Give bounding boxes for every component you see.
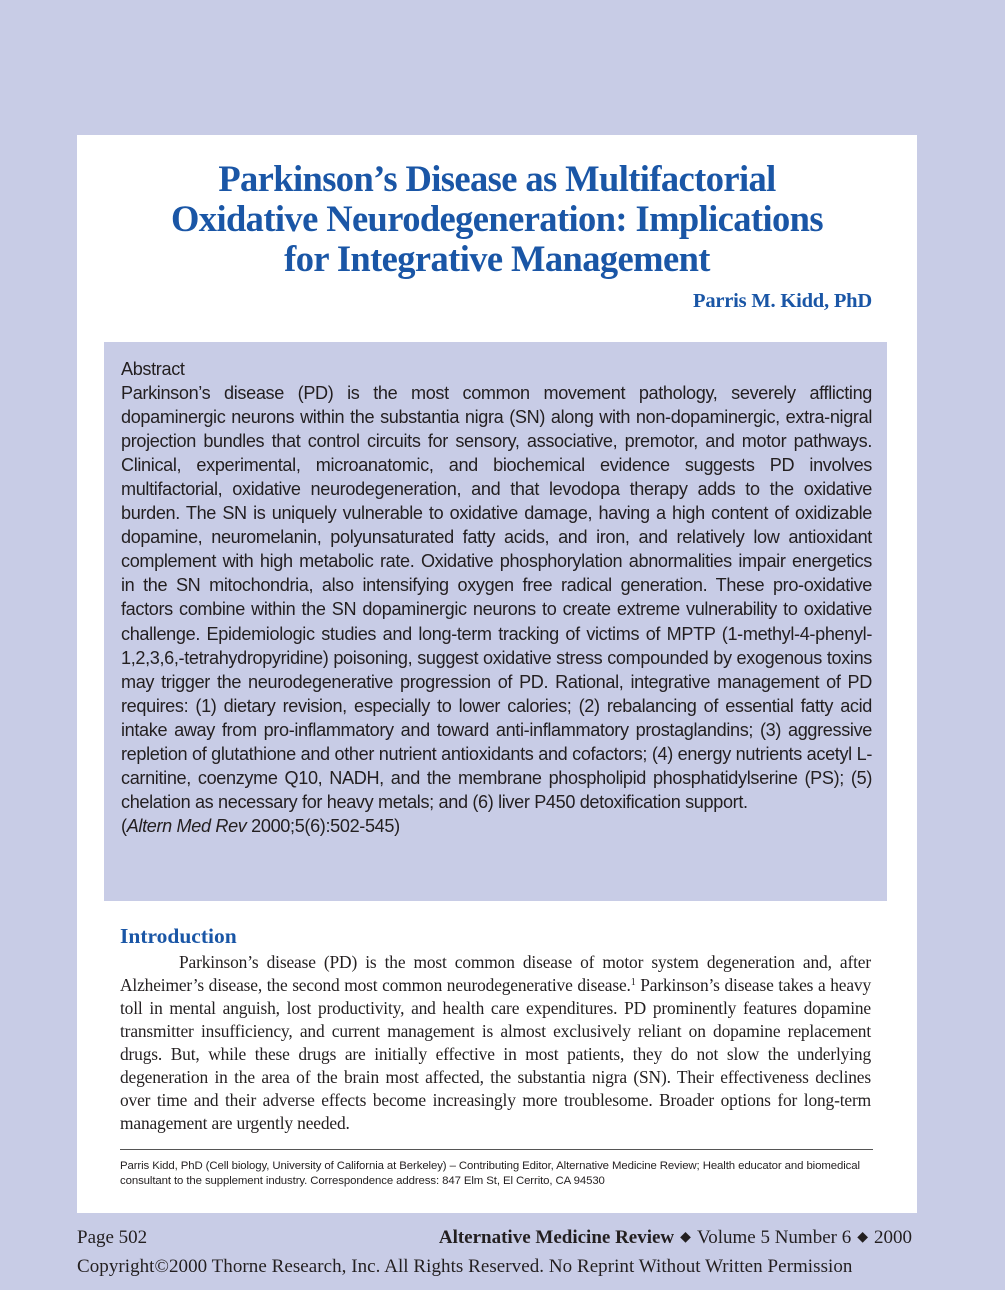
abstract-box xyxy=(104,342,887,901)
footnote-reference[interactable]: 1 xyxy=(630,977,636,989)
intro-text: Parkinson’s disease (PD) is the most common disease of motor system degeneration and, after Alzheimer’s disease, the second most common neurodegenerative disease. xyxy=(120,952,871,996)
article-title xyxy=(77,159,917,279)
journal-footer xyxy=(439,1227,912,1249)
copyright-notice: Copyright©2000 Thorne Research, Inc. All Rights Reserved. No Reprint Without Written Permission xyxy=(77,1256,853,1277)
diamond-separator-icon: ◆ xyxy=(680,1230,691,1245)
citation-open: ( xyxy=(121,815,127,836)
title-line: Oxidative Neurodegeneration: Implications xyxy=(171,198,823,239)
volume-number: Volume 5 Number 6 xyxy=(696,1227,852,1248)
title-line: Parkinson’s Disease as Multifactorial xyxy=(218,158,776,199)
introduction-heading: Introduction xyxy=(120,924,237,948)
author-footnote: Parris Kidd, PhD (Cell biology, University of California at Berkeley) – Contributing Editor, Alternative Medicine Review; Health educator and biomedical consultant to the supplement industry. Correspondence address: 847 Elm St, El Cerrito, CA 94530 xyxy=(120,1160,860,1187)
article-page xyxy=(77,135,917,1213)
abstract-heading: Abstract xyxy=(121,359,185,379)
page-number: Page 502 xyxy=(77,1227,148,1248)
footer-year: 2000 xyxy=(874,1227,912,1248)
intro-text: Parkinson’s disease takes a heavy toll in mental anguish, lost productivity, and health care expenditures. PD prominently features dopamine transmitter insufficiency, and current management is almost exclusively reliant on dopamine replacement drugs. But, while these drugs are initially effective in most patients, they do not slow the underlying degeneration in the area of the brain most affected, the substantia nigra (SN). Their effectiveness declines over time and their adverse effects become increasingly more troublesome. Broader options for long-term management are urgently needed. xyxy=(120,975,871,1134)
citation-details: 2000;5(6):502-545) xyxy=(246,815,400,836)
footnote-divider xyxy=(120,1149,873,1150)
journal-name: Alternative Medicine Review xyxy=(438,1227,675,1248)
diamond-separator-icon: ◆ xyxy=(857,1230,868,1245)
citation-journal: Altern Med Rev xyxy=(126,815,247,836)
abstract-body: Parkinson’s disease (PD) is the most common movement pathology, severely afflicting dopaminergic neurons within the substantia nigra (SN) along with non-dopaminergic, extra-nigral projection bundles that control circuits for sensory, associative, premotor, and motor pathways. Clinical, experimental, microanatomic, and biochemical evidence suggests PD involves multifactorial, oxidative neurodegeneration, and that levodopa therapy adds to the oxidative burden. The SN is uniquely vulnerable to oxidative damage, having a high content of oxidizable dopamine, neuromelanin, polyunsaturated fatty acids, and iron, and relatively low antioxidant complement with high metabolic rate. Oxidative phosphorylation abnormalities impair energetics in the SN mitochondria, also intensifying oxygen free radical generation. These pro-oxidative factors combine within the SN dopaminergic neurons to create extreme vulnerability to oxidative challenge. Epidemiologic studies and long-term tracking of victims of MPTP (1-methyl-4-phenyl-1,2,3,6,-tetrahydropyridine) poisoning, suggest oxidative stress compounded by exogenous toxins may trigger the neurodegenerative progression of PD. Rational, integrative management of PD requires: (1) dietary revision, especially to lower calories; (2) rebalancing of essential fatty acid intake away from pro-inflammatory and toward anti-inflammatory prostaglandins; (3) aggressive repletion of glutathione and other nutrient antioxidants and cofactors; (4) energy nutrients acetyl L-carnitine, coenzyme Q10, NADH, and the membrane phospholipid phosphatidylserine (PS); (5) chelation as necessary for heavy metals; and (6) liver P450 detoxification support. xyxy=(121,383,872,812)
title-line: for Integrative Management xyxy=(284,238,710,279)
abstract-citation xyxy=(121,814,872,838)
article-author: Parris M. Kidd, PhD xyxy=(693,290,872,312)
introduction-paragraph xyxy=(120,951,871,1135)
